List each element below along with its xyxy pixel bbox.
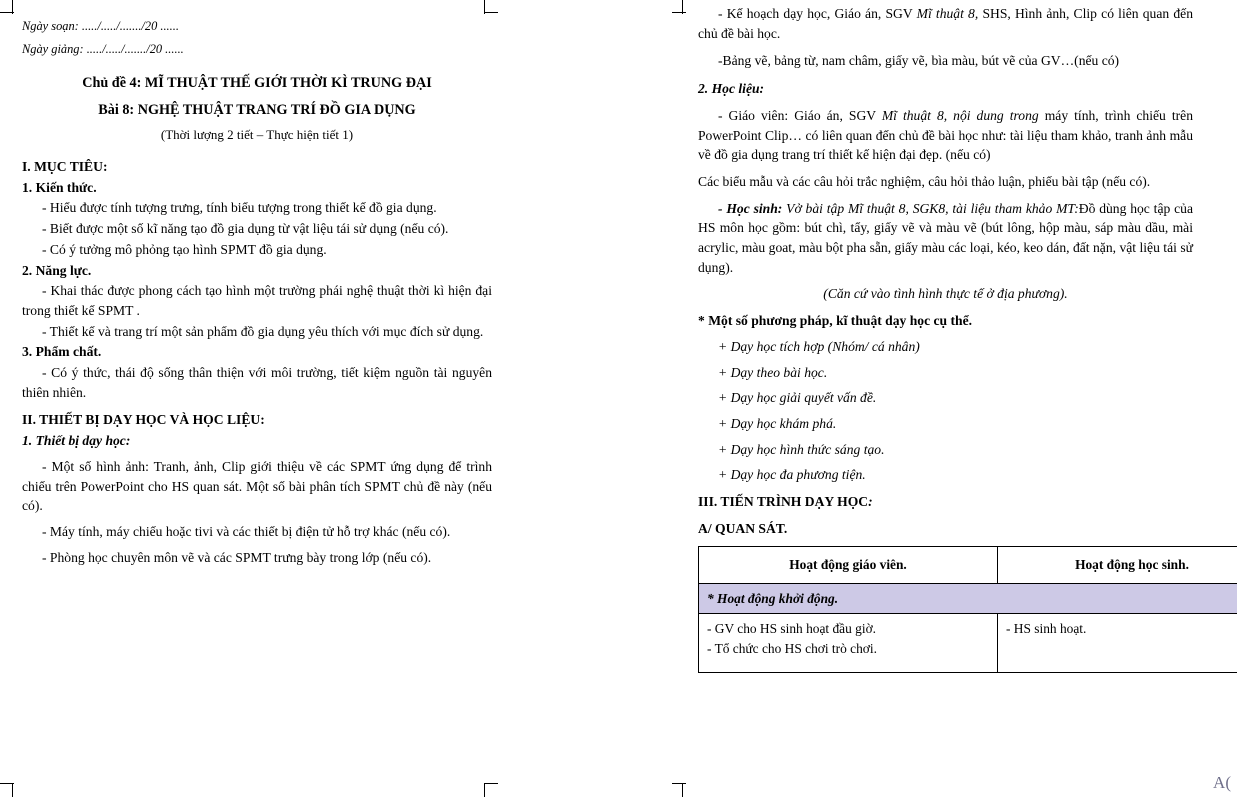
heading-hoc-lieu: 2. Học liệu: bbox=[698, 81, 765, 97]
table-banner-cell: * Hoạt động khởi động. bbox=[699, 583, 1237, 613]
table-header-row bbox=[699, 547, 1237, 583]
nang-luc-item-1: - Khai thác được phong cách tạo hình một trường phái nghệ thuật thời kì hiện đại trong thiết kế SPMT . bbox=[22, 283, 492, 318]
heading-quan-sat: A/ QUAN SÁT. bbox=[698, 520, 788, 536]
table-cell-teacher-activity bbox=[699, 614, 998, 673]
teacher-activity-line-1: - GV cho HS sinh hoạt đầu giờ. bbox=[707, 621, 876, 637]
thiet-bi-item-4-part-3: SHS, Hình ảnh, Clip có liên quan đến chủ đề bài học. bbox=[698, 6, 1194, 41]
method-item-3: + Dạy học giải quyết vấn đề. bbox=[718, 390, 877, 406]
date-soan-line: Ngày soạn: ...../...../......./20 ...... bbox=[22, 19, 179, 33]
kien-thuc-item-2: - Biết được một số kĩ năng tạo đồ gia dụng từ vật liệu tái sử dụng (nếu có). bbox=[42, 221, 449, 237]
note-dia-phuong: (Căn cứ vào tình hình thực tế ở địa phương). bbox=[823, 286, 1068, 302]
student-activity-line-1: - HS sinh hoạt. bbox=[1006, 621, 1087, 637]
activity-table bbox=[698, 546, 1237, 673]
teacher-activity-line-2: - Tổ chức cho HS chơi trò chơi. bbox=[707, 640, 877, 656]
table-header-teacher: Hoạt động giáo viên. bbox=[699, 547, 998, 583]
heading-thiet-bi-day-hoc: 1. Thiết bị dạy học: bbox=[22, 433, 131, 449]
document-title-bai: Bài 8: NGHỆ THUẬT TRANG TRÍ ĐỒ GIA DỤNG bbox=[98, 101, 416, 118]
method-item-2: + Dạy theo bài học. bbox=[718, 364, 828, 380]
thiet-bi-item-5: -Bảng vẽ, bảng từ, nam châm, giấy vẽ, bìa màu, bút vẽ của GV…(nếu có) bbox=[718, 53, 1120, 69]
hoc-lieu-hoc-sinh bbox=[698, 199, 1193, 278]
table-header-student: Hoạt động học sinh. bbox=[998, 547, 1237, 583]
hoc-lieu-giao-vien bbox=[698, 106, 1193, 165]
heading-tien-trinh-text: III. TIẾN TRÌNH DẠY HỌC bbox=[698, 494, 869, 510]
thiet-bi-item-2: - Máy tính, máy chiếu hoặc tivi và các thiết bị điện tử hỗ trợ khác (nếu có). bbox=[42, 523, 451, 539]
corner-glyph: A( bbox=[1213, 773, 1231, 792]
date-giang-line: Ngày giảng: ...../...../......./20 ...... bbox=[22, 41, 184, 56]
table-row bbox=[699, 614, 1237, 673]
table-cell-student-activity bbox=[998, 614, 1237, 673]
pham-chat-item-1: - Có ý thức, thái độ sống thân thiện với môi trường, tiết kiệm nguồn tài nguyên thiên nhiên. bbox=[22, 365, 492, 400]
heading-tien-trinh-colon: : bbox=[868, 494, 873, 510]
nang-luc-item-2: - Thiết kế và trang trí một sản phẩm đồ gia dụng yêu thích với mục đích sử dụng. bbox=[42, 323, 484, 339]
thiet-bi-item-3: - Phòng học chuyên môn vẽ và các SPMT trưng bày trong lớp (nếu có). bbox=[42, 549, 432, 565]
method-item-4: + Dạy học khám phá. bbox=[718, 415, 837, 431]
kien-thuc-item-1: - Hiểu được tính tượng trưng, tính biểu tượng trong thiết kế đồ gia dụng. bbox=[42, 200, 437, 216]
heading-tien-trinh bbox=[698, 492, 1193, 512]
hoc-lieu-hs-part-4: Đồ dùng học tập của HS môn học gồm: bút chì, tẩy, giấy vẽ và màu vẽ (bút lông, hộp màu, sáp màu dầu, mài acrylic, màu goat, màu bột pha sẵn, giấy màu các loại, kéo, keo dán, đất nặn, vật liệu tái sử dụng). bbox=[698, 200, 1193, 275]
heading-phuong-phap: * Một số phương pháp, kĩ thuật dạy học cụ thể. bbox=[698, 313, 973, 329]
method-item-5: + Dạy học hình thức sáng tạo. bbox=[718, 441, 885, 457]
kien-thuc-item-3: - Có ý tưởng mô phỏng tạo hình SPMT đồ gia dụng. bbox=[42, 241, 327, 257]
hoc-lieu-bieu-mau: Các biểu mẫu và các câu hỏi trắc nghiệm, câu hỏi thảo luận, phiếu bài tập (nếu có). bbox=[698, 173, 1151, 189]
heading-kien-thuc: 1. Kiến thức. bbox=[22, 179, 97, 195]
document-subtitle-thoi-luong: (Thời lượng 2 tiết – Thực hiện tiết 1) bbox=[160, 127, 354, 143]
heading-nang-luc: 2. Năng lực. bbox=[22, 262, 92, 278]
hoc-lieu-hs-part-3: Mĩ thuật 8, SGK8, tài liệu tham khảo MT: bbox=[847, 200, 1079, 216]
hoc-lieu-gv-part-1: - Giáo viên: Giáo án, SGV bbox=[718, 107, 882, 123]
document-title-chu-de: Chủ đề 4: MĨ THUẬT THẾ GIỚI THỜI KÌ TRUNG ĐẠI bbox=[82, 74, 432, 91]
hoc-lieu-gv-part-2: Mĩ thuật 8, nội dung trong bbox=[881, 107, 1039, 123]
hoc-lieu-hs-label: - Học sinh: bbox=[718, 200, 783, 216]
left-page-content bbox=[22, 18, 492, 568]
thiet-bi-item-1: - Một số hình ảnh: Tranh, ảnh, Clip giới thiệu về các SPMT ứng dụng để trình chiếu trên PowerPoint cho HS quan sát. Một số bài phân tích SPMT chủ đề này (nếu có). bbox=[22, 458, 492, 514]
document-page-left bbox=[0, 0, 600, 797]
heading-muc-tieu: I. MỤC TIÊU: bbox=[22, 159, 108, 174]
heading-pham-chat: 3. Phẩm chất. bbox=[22, 344, 102, 360]
thiet-bi-item-4-part-2: Mĩ thuật 8, bbox=[916, 6, 979, 21]
hoc-lieu-hs-part-2: Vở bài tập bbox=[782, 200, 848, 216]
document-page-right bbox=[660, 0, 1237, 797]
table-banner-row bbox=[699, 583, 1237, 613]
hoc-lieu-gv-part-3: máy tính, trình chiếu trên PowerPoint Clip… có liên quan đến chủ đề bài học như: tài liệu tham khảo, tranh ảnh mẫu về đồ gia dụng trang trí thiết kế hiện đại đẹp. (nếu có) bbox=[698, 107, 1193, 163]
heading-thiet-bi-hoc-lieu: II. THIẾT BỊ DẠY HỌC VÀ HỌC LIỆU: bbox=[22, 412, 265, 428]
method-item-1: + Dạy học tích hợp (Nhóm/ cá nhân) bbox=[718, 338, 920, 354]
thiet-bi-item-4 bbox=[698, 4, 1193, 43]
method-item-6: + Dạy học đa phương tiện. bbox=[718, 467, 866, 483]
right-page-content bbox=[698, 4, 1193, 673]
thiet-bi-item-4-part-1: - Kế hoạch dạy học, Giáo án, SGV bbox=[718, 6, 917, 21]
